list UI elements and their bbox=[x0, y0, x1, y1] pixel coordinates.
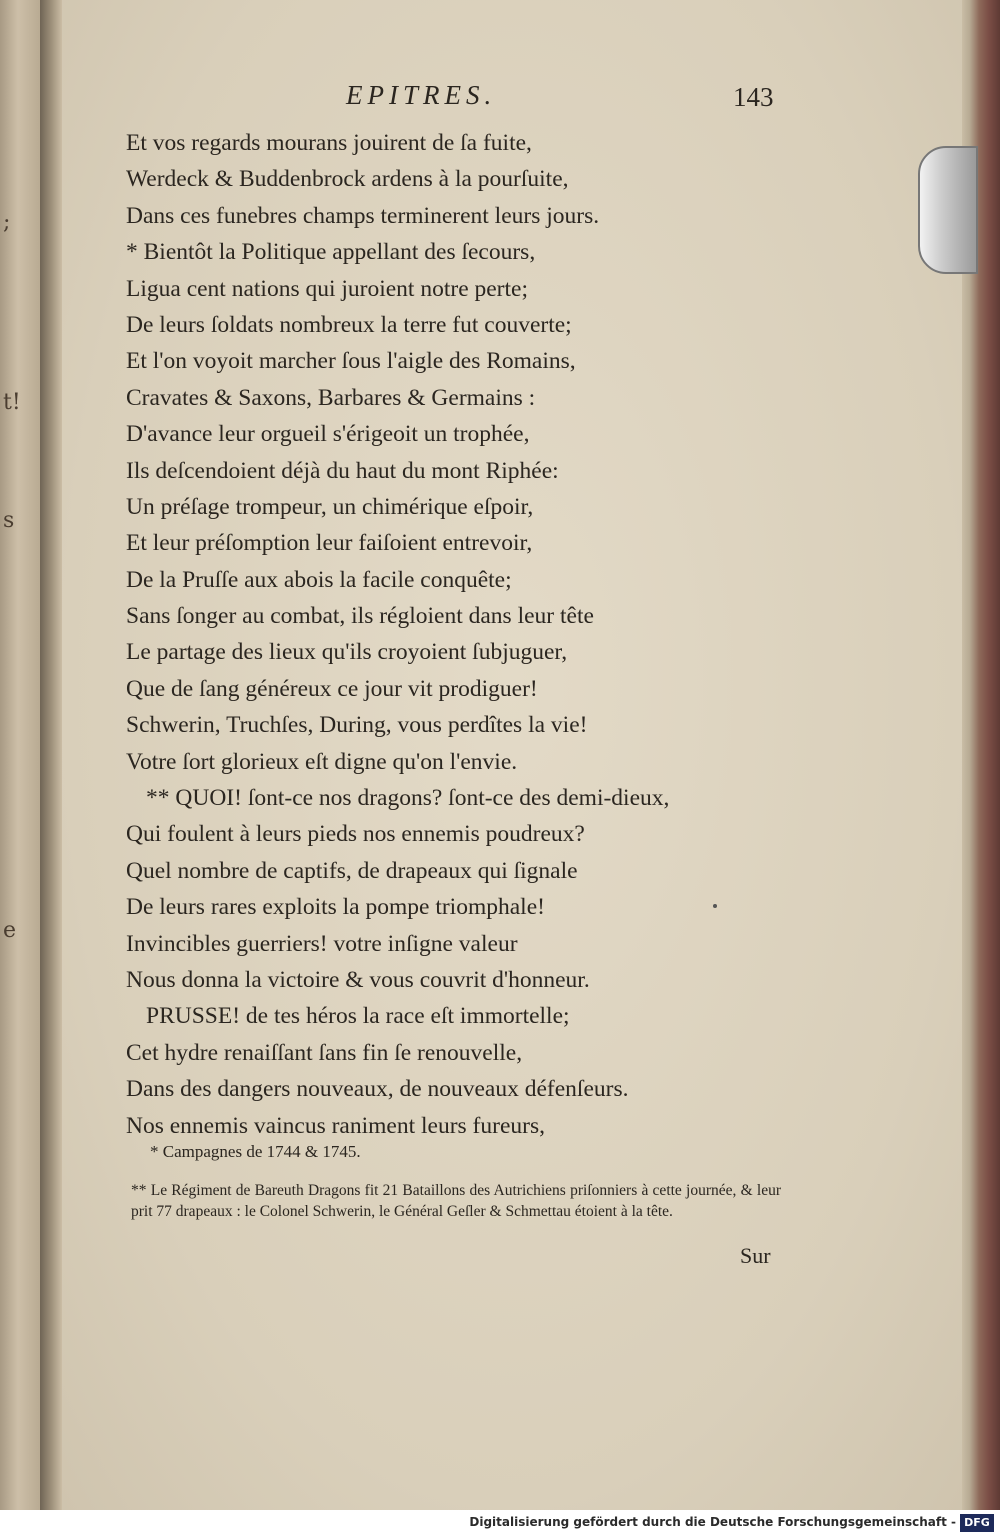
verse-line: Et leur préſomption leur faiſoient entrevoir, bbox=[126, 530, 533, 557]
footnote-1: * Campagnes de 1744 & 1745. bbox=[150, 1142, 361, 1161]
credit-bar bbox=[0, 1510, 1000, 1536]
verse-line: Le partage des lieux qu'ils croyoient ſubjuguer, bbox=[126, 639, 568, 666]
left-fragment: ; bbox=[3, 210, 11, 235]
verse-line: Quel nombre de captifs, de drapeaux qui ſignale bbox=[126, 857, 578, 884]
left-fragment: t! bbox=[3, 390, 21, 415]
verse-line: D'avance leur orgueil s'érigeoit un trophée, bbox=[126, 421, 530, 448]
verse-line: Nous donna la victoire & vous couvrit d'honneur. bbox=[126, 966, 590, 993]
catchword: Sur bbox=[740, 1243, 771, 1268]
book-gutter bbox=[40, 0, 62, 1536]
verse-line: * Bientôt la Politique appellant des ſecours, bbox=[126, 239, 536, 266]
verse-line: Invincibles guerriers! votre inſigne valeur bbox=[126, 930, 518, 957]
left-fragment: e bbox=[3, 918, 17, 943]
dfg-logo: DFG bbox=[960, 1514, 994, 1532]
verse-line: Sans ſonger au combat, ils régloient dans leur tête bbox=[126, 603, 594, 630]
verse-line: Votre ſort glorieux eſt digne qu'on l'envie. bbox=[126, 748, 518, 775]
left-page-fragments bbox=[0, 0, 40, 1536]
verse-line: Cet hydre renaiſſant ſans fin ſe renouvelle, bbox=[126, 1039, 523, 1066]
verse-line: Ils deſcendoient déjà du haut du mont Riphée: bbox=[126, 457, 559, 484]
verse-line: ** QUOI! ſont-ce nos dragons? ſont-ce des demi-dieux, bbox=[146, 785, 670, 812]
verse-line: Ligua cent nations qui juroient notre perte; bbox=[126, 275, 528, 302]
verse-line: Un préſage trompeur, un chimérique eſpoir, bbox=[126, 493, 534, 520]
verse-line: Qui foulent à leurs pieds nos ennemis poudreux? bbox=[126, 821, 585, 848]
verse-line: De la Pruſſe aux abois la facile conquête; bbox=[126, 566, 512, 593]
running-head: EPITRES. bbox=[346, 80, 497, 110]
page-number: 143 bbox=[733, 82, 774, 112]
verse-line: Dans ces funebres champs terminerent leurs jours. bbox=[126, 202, 600, 229]
page-clip bbox=[918, 146, 978, 274]
verse-line: PRUSSE! de tes héros la race eſt immortelle; bbox=[146, 1003, 570, 1030]
verse-line: Cravates & Saxons, Barbares & Germains : bbox=[126, 384, 536, 411]
footnote-2: ** Le Régiment de Bareuth Dragons fit 21 Bataillons des Autrichiens priſonniers à cette journée, & leur prit 77 drapeaux : le Colonel Schwerin, le Général Geſler & Schmettau étoient à la tête. bbox=[131, 1182, 781, 1220]
verse-line: Nos ennemis vaincus raniment leurs fureurs, bbox=[126, 1112, 545, 1139]
left-fragment: s bbox=[3, 508, 15, 533]
verse-text bbox=[126, 125, 846, 1144]
verse-line: Et vos regards mourans jouirent de ſa fuite, bbox=[126, 130, 532, 156]
verse-line: De leurs ſoldats nombreux la terre fut couverte; bbox=[126, 311, 572, 338]
ink-speck bbox=[713, 904, 717, 908]
verse-line: Que de ſang généreux ce jour vit prodiguer! bbox=[126, 675, 538, 702]
credit-text: Digitalisierung gefördert durch die Deutsche Forschungsgemeinschaft - bbox=[469, 1515, 956, 1529]
verse-line: Schwerin, Truchſes, During, vous perdîtes la vie! bbox=[126, 712, 588, 739]
verse-line: De leurs rares exploits la pompe triomphale! bbox=[126, 894, 545, 921]
verse-line: Werdeck & Buddenbrock ardens à la pourſuite, bbox=[126, 166, 569, 193]
verse-line: Dans des dangers nouveaux, de nouveaux défenſeurs. bbox=[126, 1076, 629, 1103]
verse-line: Et l'on voyoit marcher ſous l'aigle des Romains, bbox=[126, 348, 576, 375]
